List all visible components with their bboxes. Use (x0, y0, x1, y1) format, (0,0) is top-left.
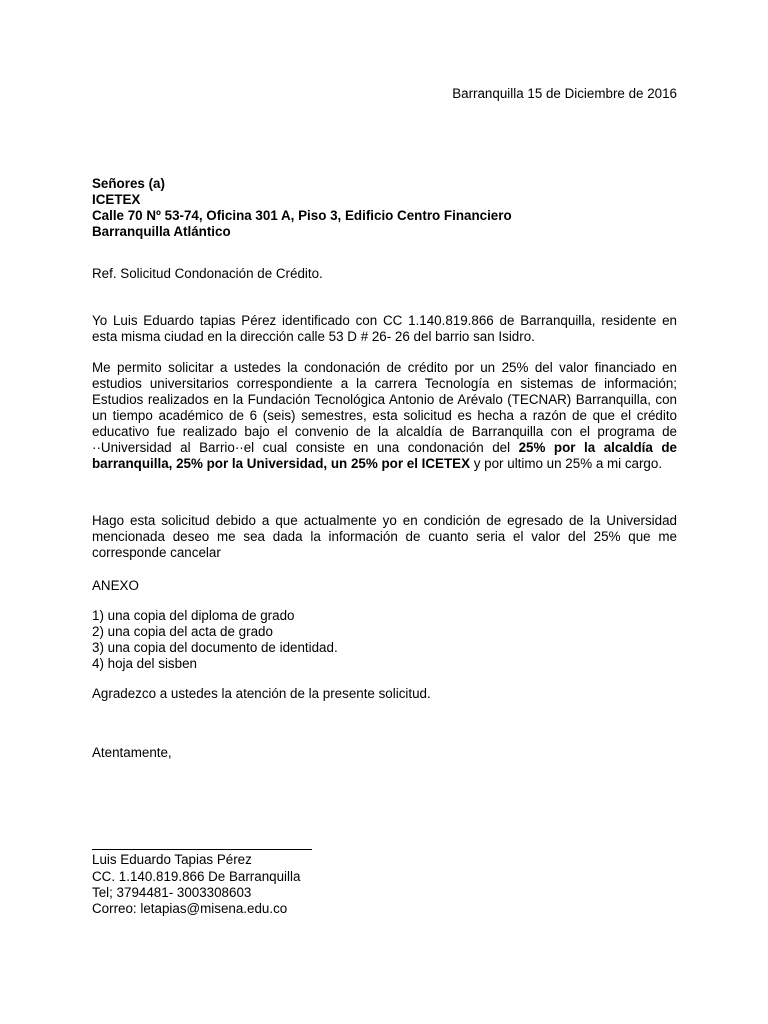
paragraph-request (92, 360, 677, 472)
addressee-salutation: Señores (a) (92, 176, 165, 191)
annex-item: 4) hoja del sisben (92, 656, 197, 671)
request-text-bold: 25% por la alcaldía de barranquilla, 25% por la Universidad, un 25% por el ICETEX (92, 440, 677, 471)
date-line: Barranquilla 15 de Diciembre de 2016 (452, 86, 677, 101)
request-text-after: y por ultimo un 25% a mi cargo. (470, 456, 663, 471)
signature-id: CC. 1.140.819.866 De Barranquilla (92, 869, 301, 884)
request-text-before: Me permito solicitar a ustedes la condonación de crédito por un 25% del valor financiado en estudios universitarios correspondiente a la carrera Tecnología en sistemas de información; Estudios realizados en la Fundación Tecnológica Antonio de Arévalo (TECNAR) Barranquilla, con un tiempo académico de 6 (seis) semestres, esta solicitud es hecha a razón de que el crédito educativo fue realizado bajo el convenio de la alcaldía de Barranquilla con el programa de ··Universidad al Barrio··el cual consiste en una condonación del (92, 360, 677, 455)
annex-item: 1) una copia del diploma de grado (92, 608, 295, 623)
addressee-block (92, 176, 512, 240)
signature-email: Correo: letapias@misena.edu.co (92, 901, 288, 916)
thanks-line: Agradezco a ustedes la atención de la presente solicitud. (92, 686, 431, 701)
addressee-organization: ICETEX (92, 192, 141, 207)
paragraph-identification: Yo Luis Eduardo tapias Pérez identificado con CC 1.140.819.866 de Barranquilla, residente en esta misma ciudad en la dirección calle 53 D # 26- 26 del barrio san Isidro. (92, 313, 677, 344)
signature-details (92, 869, 300, 917)
paragraph-reason: Hago esta solicitud debido a que actualmente yo en condición de egresado de la Universidad mencionada deseo me sea dada la información de cuanto seria el valor del 25% que me corresponde cancelar (92, 513, 677, 560)
signature-name: Luis Eduardo Tapias Pérez (92, 852, 252, 867)
annex-title: ANEXO (92, 578, 139, 593)
addressee-street: Calle 70 Nº 53-74, Oficina 301 A, Piso 3, Edificio Centro Financiero (92, 208, 512, 223)
annex-item: 3) una copia del documento de identidad. (92, 640, 338, 655)
annex-item: 2) una copia del acta de grado (92, 624, 273, 639)
signature-line (92, 849, 312, 850)
reference-line: Ref. Solicitud Condonación de Crédito. (92, 266, 323, 281)
closing-line: Atentamente, (92, 745, 172, 760)
annex-list (92, 608, 338, 672)
signature-phone: Tel; 3794481- 3003308603 (92, 885, 252, 900)
addressee-city: Barranquilla Atlántico (92, 224, 231, 239)
